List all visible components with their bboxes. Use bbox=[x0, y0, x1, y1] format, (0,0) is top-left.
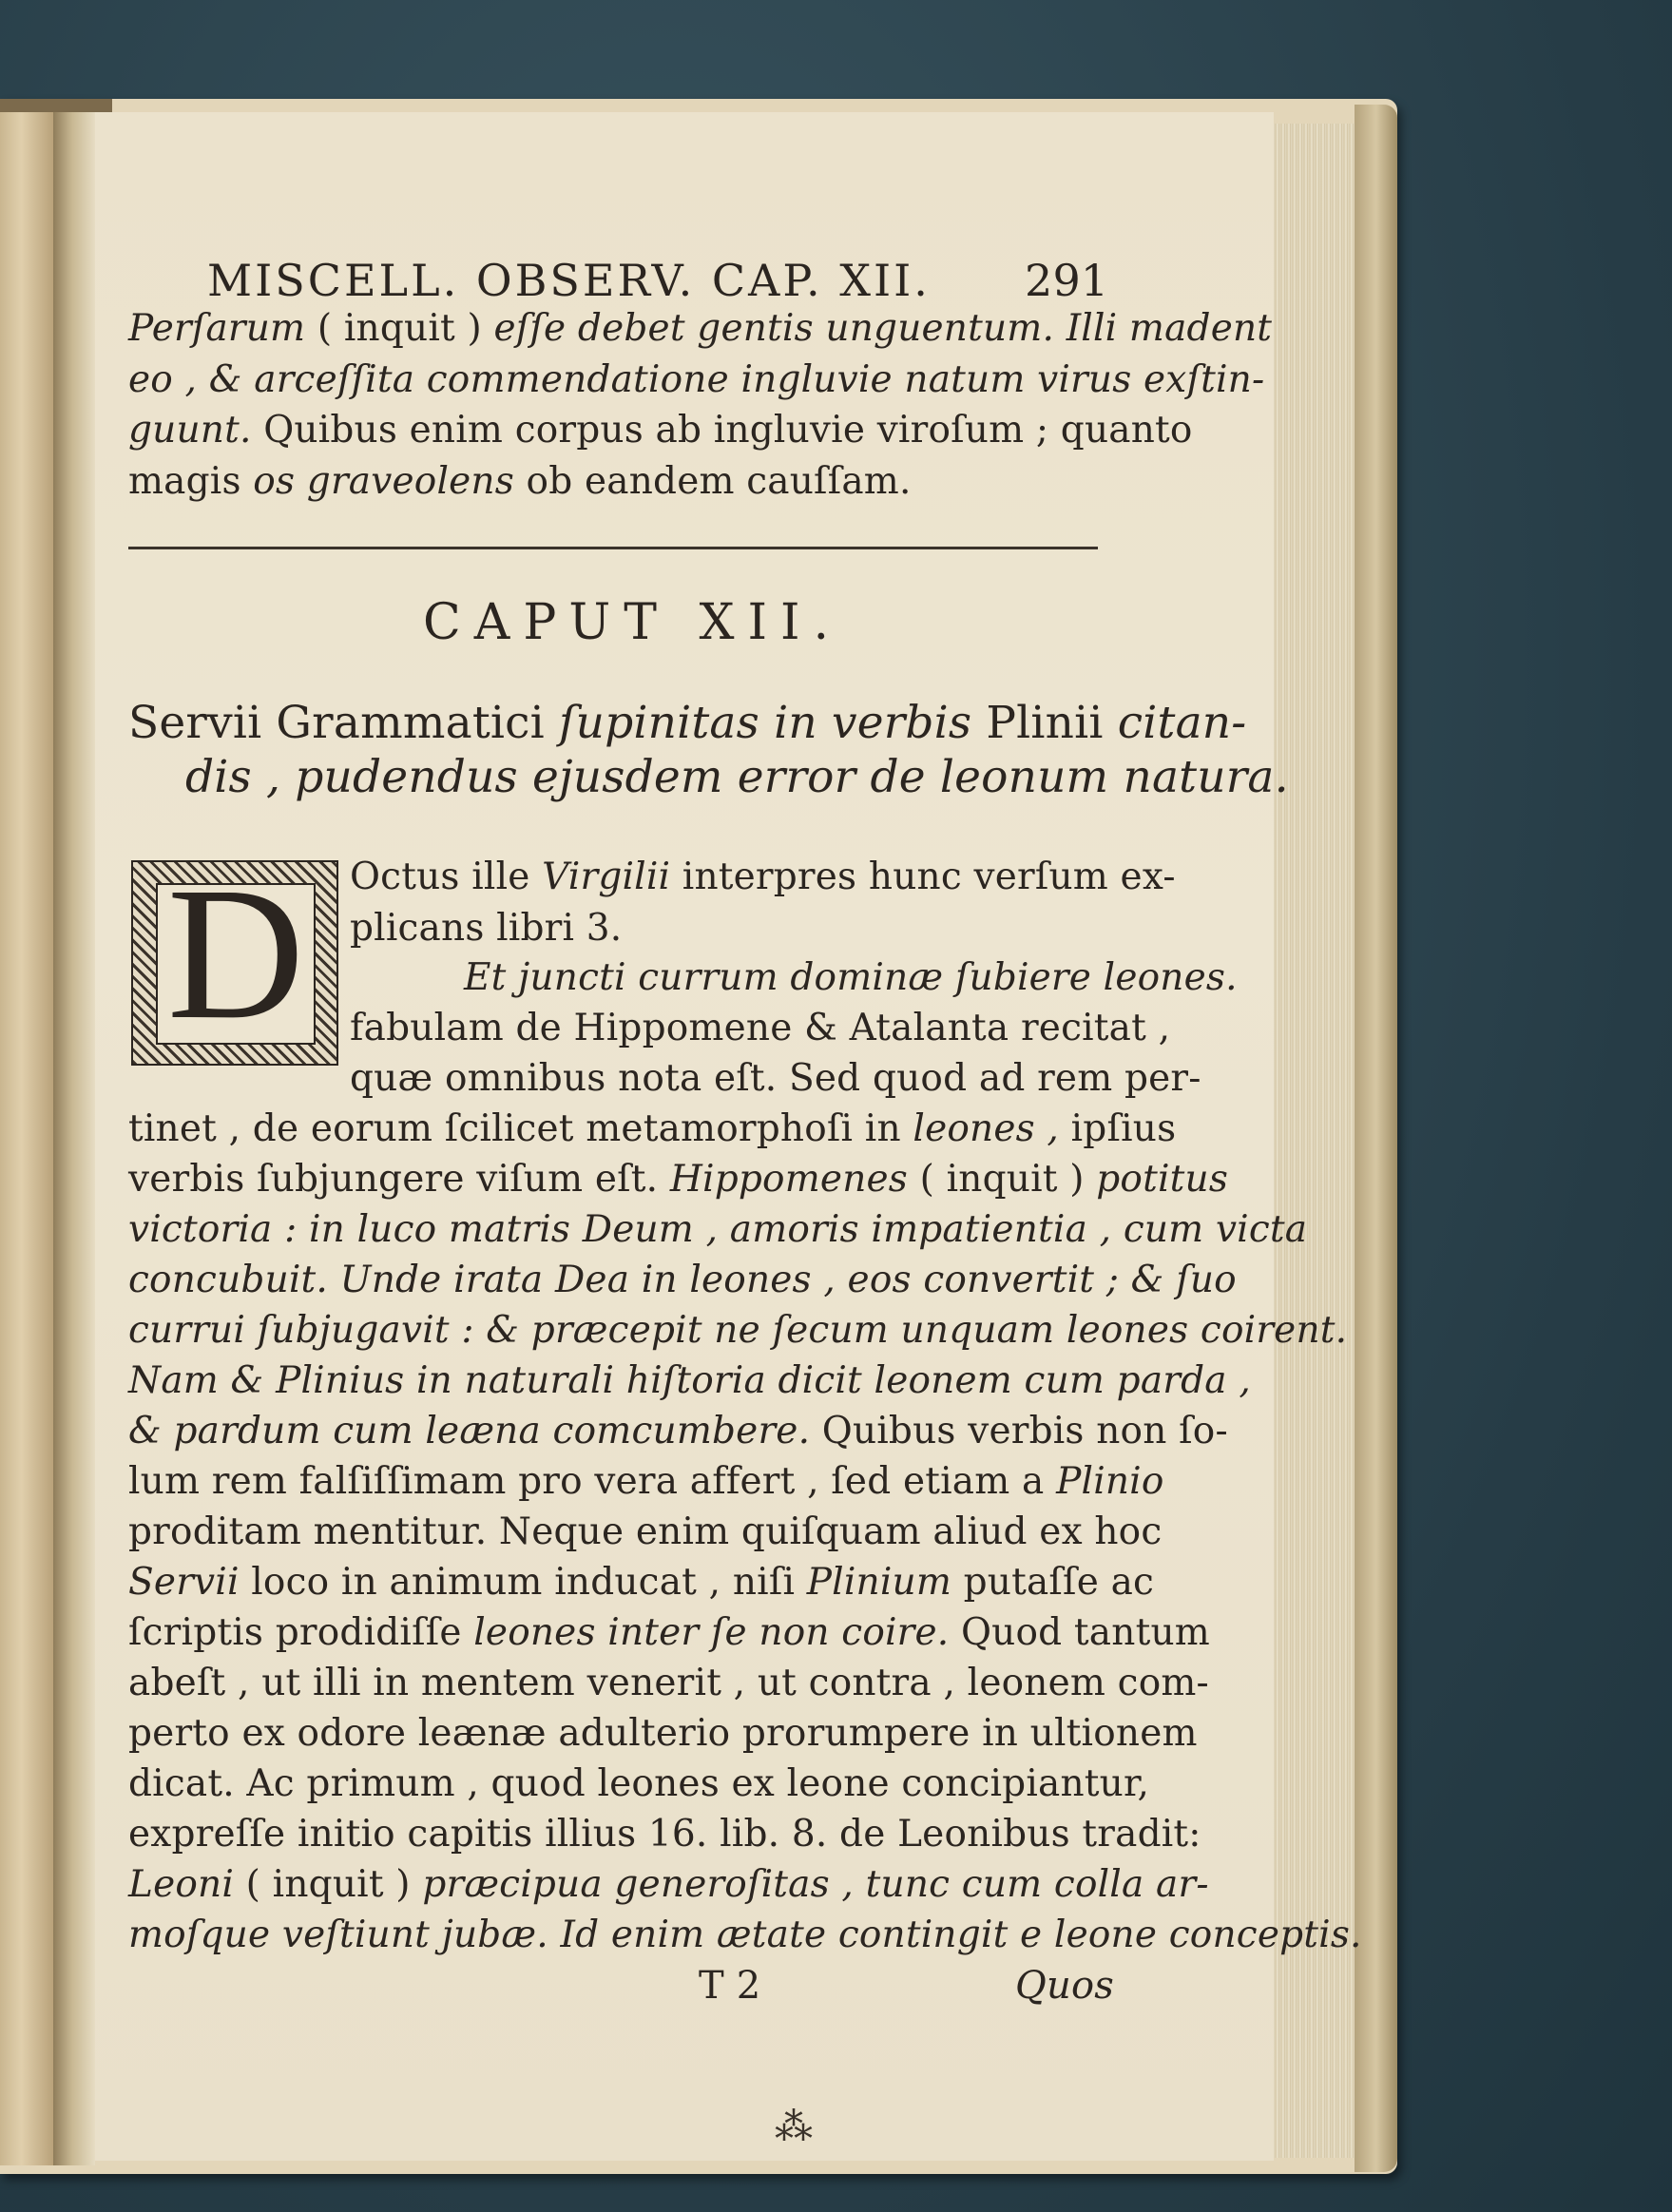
gutter bbox=[53, 112, 95, 2165]
roman-text: dicat. Ac primum , quod leones ex leone concipiantur, bbox=[128, 1762, 1150, 1805]
roman-text: lum rem falſiſſimam pro vera affert , ſed etiam a bbox=[128, 1460, 1057, 1503]
italic-text: victoria : in luco matris Deum , amoris impatientia , cum victa bbox=[128, 1208, 1308, 1251]
cover-edge bbox=[1355, 105, 1397, 2172]
italic-text: guunt. bbox=[128, 409, 252, 452]
chapter-subtitle-line-2 bbox=[185, 751, 1289, 803]
left-page-edge bbox=[0, 112, 53, 2165]
roman-text: expreſſe initio capitis illius 16. lib. 8. de Leonibus tradit: bbox=[128, 1813, 1201, 1856]
italic-text: Plinium bbox=[806, 1561, 952, 1604]
italic-text: dis , pudendus ejusdem error de leonum natura. bbox=[185, 751, 1289, 803]
roman-text: verbis ſubjungere viſum eſt. bbox=[128, 1158, 670, 1201]
fore-edge bbox=[1274, 124, 1355, 2158]
body-line bbox=[128, 1460, 1164, 1503]
roman-text: ( inquit ) bbox=[305, 307, 494, 350]
body-line bbox=[128, 1611, 1210, 1654]
drop-cap-letter: D bbox=[166, 849, 305, 1059]
roman-text: ( inquit ) bbox=[908, 1158, 1097, 1201]
chapter-heading: CAPUT XII. bbox=[423, 594, 843, 651]
continuation-line bbox=[128, 409, 1193, 452]
roman-text: Servii Grammatici bbox=[128, 697, 560, 749]
italic-text: ſupinitas in verbis bbox=[559, 697, 972, 749]
italic-text: citan- bbox=[1117, 697, 1247, 749]
continuation-line bbox=[128, 460, 912, 503]
italic-text: Perſarum bbox=[128, 307, 306, 350]
italic-text: Leoni bbox=[128, 1863, 235, 1906]
roman-text: ( inquit ) bbox=[234, 1863, 423, 1906]
roman-text: proditam mentitur. Neque enim quiſquam aliud ex hoc bbox=[128, 1510, 1163, 1553]
body-line bbox=[128, 1561, 1154, 1604]
chapter-subtitle-line-1 bbox=[128, 697, 1246, 749]
continuation-line bbox=[128, 307, 1272, 350]
body-line bbox=[464, 956, 1238, 999]
running-title: MISCELL. OBSERV. CAP. XII. bbox=[207, 255, 931, 306]
roman-text: Quibus enim corpus ab ingluvie viroſum ; quanto bbox=[251, 409, 1193, 452]
signature-mark: T 2 bbox=[699, 1964, 761, 2008]
roman-text: Plinii bbox=[971, 697, 1118, 749]
roman-text: ipſius bbox=[1059, 1107, 1177, 1150]
italic-text: Plinio bbox=[1056, 1460, 1164, 1503]
italic-text: & pardum cum leæna comcumbere. bbox=[128, 1410, 811, 1452]
body-line bbox=[350, 1007, 1170, 1049]
roman-text: perto ex odore leænæ adulterio prorumpere in ultionem bbox=[128, 1712, 1198, 1755]
italic-text: Servii bbox=[128, 1561, 240, 1604]
italic-text: Virgilii bbox=[542, 856, 671, 898]
italic-text: potitus bbox=[1096, 1158, 1229, 1201]
roman-text: fabulam de Hippomene & Atalanta recitat , bbox=[350, 1007, 1171, 1049]
italic-text: Hippomenes bbox=[669, 1158, 909, 1201]
drop-cap-panel bbox=[156, 849, 316, 1059]
italic-text: os graveolens bbox=[253, 460, 514, 503]
body-line bbox=[128, 1259, 1237, 1301]
body-line bbox=[128, 1813, 1201, 1856]
italic-text: leones inter ſe non coire. bbox=[473, 1611, 950, 1654]
body-line bbox=[350, 907, 622, 950]
body-line bbox=[128, 1863, 1209, 1906]
italic-text: currui ſubjugavit : & præcepit ne ſecum unquam leones coirent. bbox=[128, 1309, 1348, 1352]
body-line bbox=[128, 1662, 1209, 1704]
roman-text: Octus ille bbox=[350, 856, 543, 898]
body-line bbox=[128, 1410, 1228, 1452]
catchword: Quos bbox=[1015, 1964, 1114, 2008]
italic-text: præcipua generoſitas , tunc cum colla ar- bbox=[422, 1863, 1209, 1906]
roman-text: ob eandem cauſſam. bbox=[513, 460, 912, 503]
body-line bbox=[350, 856, 1176, 898]
page-number: 291 bbox=[1025, 255, 1109, 306]
ink-mark: ⁂ bbox=[775, 2106, 813, 2149]
roman-text: ſcriptis prodidiſſe bbox=[128, 1611, 474, 1654]
body-line bbox=[128, 1208, 1307, 1251]
italic-text: eſſe debet gentis unguentum. Illi madent bbox=[493, 307, 1273, 350]
body-line bbox=[128, 1762, 1149, 1805]
body-line bbox=[350, 1057, 1201, 1100]
italic-text: Nam & Plinius in naturali hiſtoria dicit leonem cum parda , bbox=[128, 1359, 1251, 1402]
body-line bbox=[128, 1359, 1251, 1402]
roman-text: putaſſe ac bbox=[951, 1561, 1155, 1604]
roman-text: interpres hunc verſum ex- bbox=[670, 856, 1176, 898]
roman-text: magis bbox=[128, 460, 254, 503]
roman-text: plicans libri 3. bbox=[350, 907, 623, 950]
body-line bbox=[128, 1712, 1198, 1755]
body-line bbox=[128, 1107, 1176, 1150]
roman-text: Quibus verbis non ſo- bbox=[810, 1410, 1228, 1452]
roman-text: tinet , de eorum ſcilicet metamorphoſi in bbox=[128, 1107, 913, 1150]
italic-text: leones , bbox=[913, 1107, 1060, 1150]
continuation-line bbox=[128, 358, 1264, 401]
body-line bbox=[128, 1510, 1162, 1553]
drop-cap bbox=[131, 849, 338, 1066]
body-line bbox=[128, 1158, 1228, 1201]
italic-text: Et juncti currum dominæ ſubiere leones. bbox=[464, 956, 1238, 999]
roman-text: abeſt , ut illi in mentem venerit , ut contra , leonem com- bbox=[128, 1662, 1209, 1704]
italic-text: concubuit. Unde irata Dea in leones , eos convertit ; & ſuo bbox=[128, 1259, 1237, 1301]
roman-text: Quod tantum bbox=[949, 1611, 1210, 1654]
body-line bbox=[128, 1309, 1347, 1352]
italic-text: eo , & arceſſita commendatione ingluvie natum virus exſtin- bbox=[128, 358, 1265, 401]
italic-text: moſque veſtiunt jubæ. Id enim ætate contingit e leone conceptis. bbox=[128, 1914, 1362, 1956]
section-rule bbox=[128, 547, 1098, 549]
body-line bbox=[128, 1914, 1362, 1956]
roman-text: quæ omnibus nota eſt. Sed quod ad rem per- bbox=[350, 1057, 1201, 1100]
roman-text: loco in animum inducat , niſi bbox=[239, 1561, 807, 1604]
